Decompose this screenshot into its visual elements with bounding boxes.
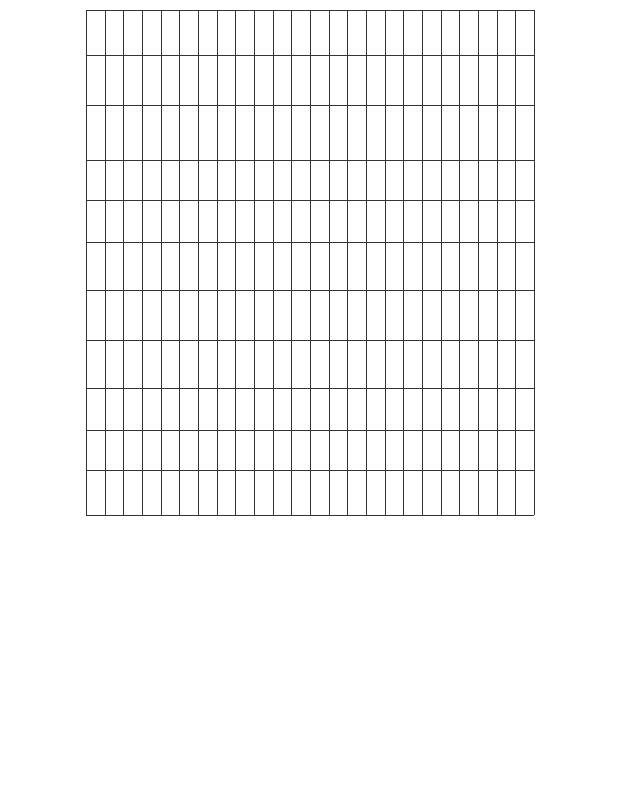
table-row-divider	[142, 10, 143, 515]
table-row-divider	[235, 10, 236, 515]
table-column-divider	[86, 105, 534, 106]
table-column-divider	[86, 242, 534, 243]
footnotes-block	[148, 592, 540, 782]
table-column-divider	[86, 340, 534, 341]
data-table	[86, 10, 534, 515]
table-row-divider	[403, 10, 404, 515]
table-row-divider	[291, 10, 292, 515]
table-column-divider	[86, 10, 534, 11]
table-column-divider	[86, 430, 534, 431]
table-row-divider	[366, 10, 367, 515]
table-row-divider	[179, 10, 180, 515]
table-row-divider	[217, 10, 218, 515]
table-row-divider	[459, 10, 460, 515]
table-row-divider	[123, 10, 124, 515]
table-column-divider	[86, 290, 534, 291]
table-column-divider	[86, 388, 534, 389]
table-column-divider	[86, 515, 534, 516]
table-row-divider	[273, 10, 274, 515]
table-row-divider	[86, 10, 87, 515]
table-row-divider	[310, 10, 311, 515]
table-column-divider	[86, 470, 534, 471]
table-column-divider	[86, 200, 534, 201]
table-row-divider	[347, 10, 348, 515]
table-row-divider	[534, 10, 535, 515]
table-row-divider	[515, 10, 516, 515]
table-row-divider	[198, 10, 199, 515]
table-row-divider	[497, 10, 498, 515]
table-row-divider	[478, 10, 479, 515]
table-row-divider	[105, 10, 106, 515]
table-row-divider	[254, 10, 255, 515]
table-row-divider	[161, 10, 162, 515]
table-row-divider	[385, 10, 386, 515]
table-column-divider	[86, 55, 534, 56]
table-row-divider	[441, 10, 442, 515]
table-row-divider	[329, 10, 330, 515]
table-column-divider	[86, 160, 534, 161]
table-row-divider	[422, 10, 423, 515]
